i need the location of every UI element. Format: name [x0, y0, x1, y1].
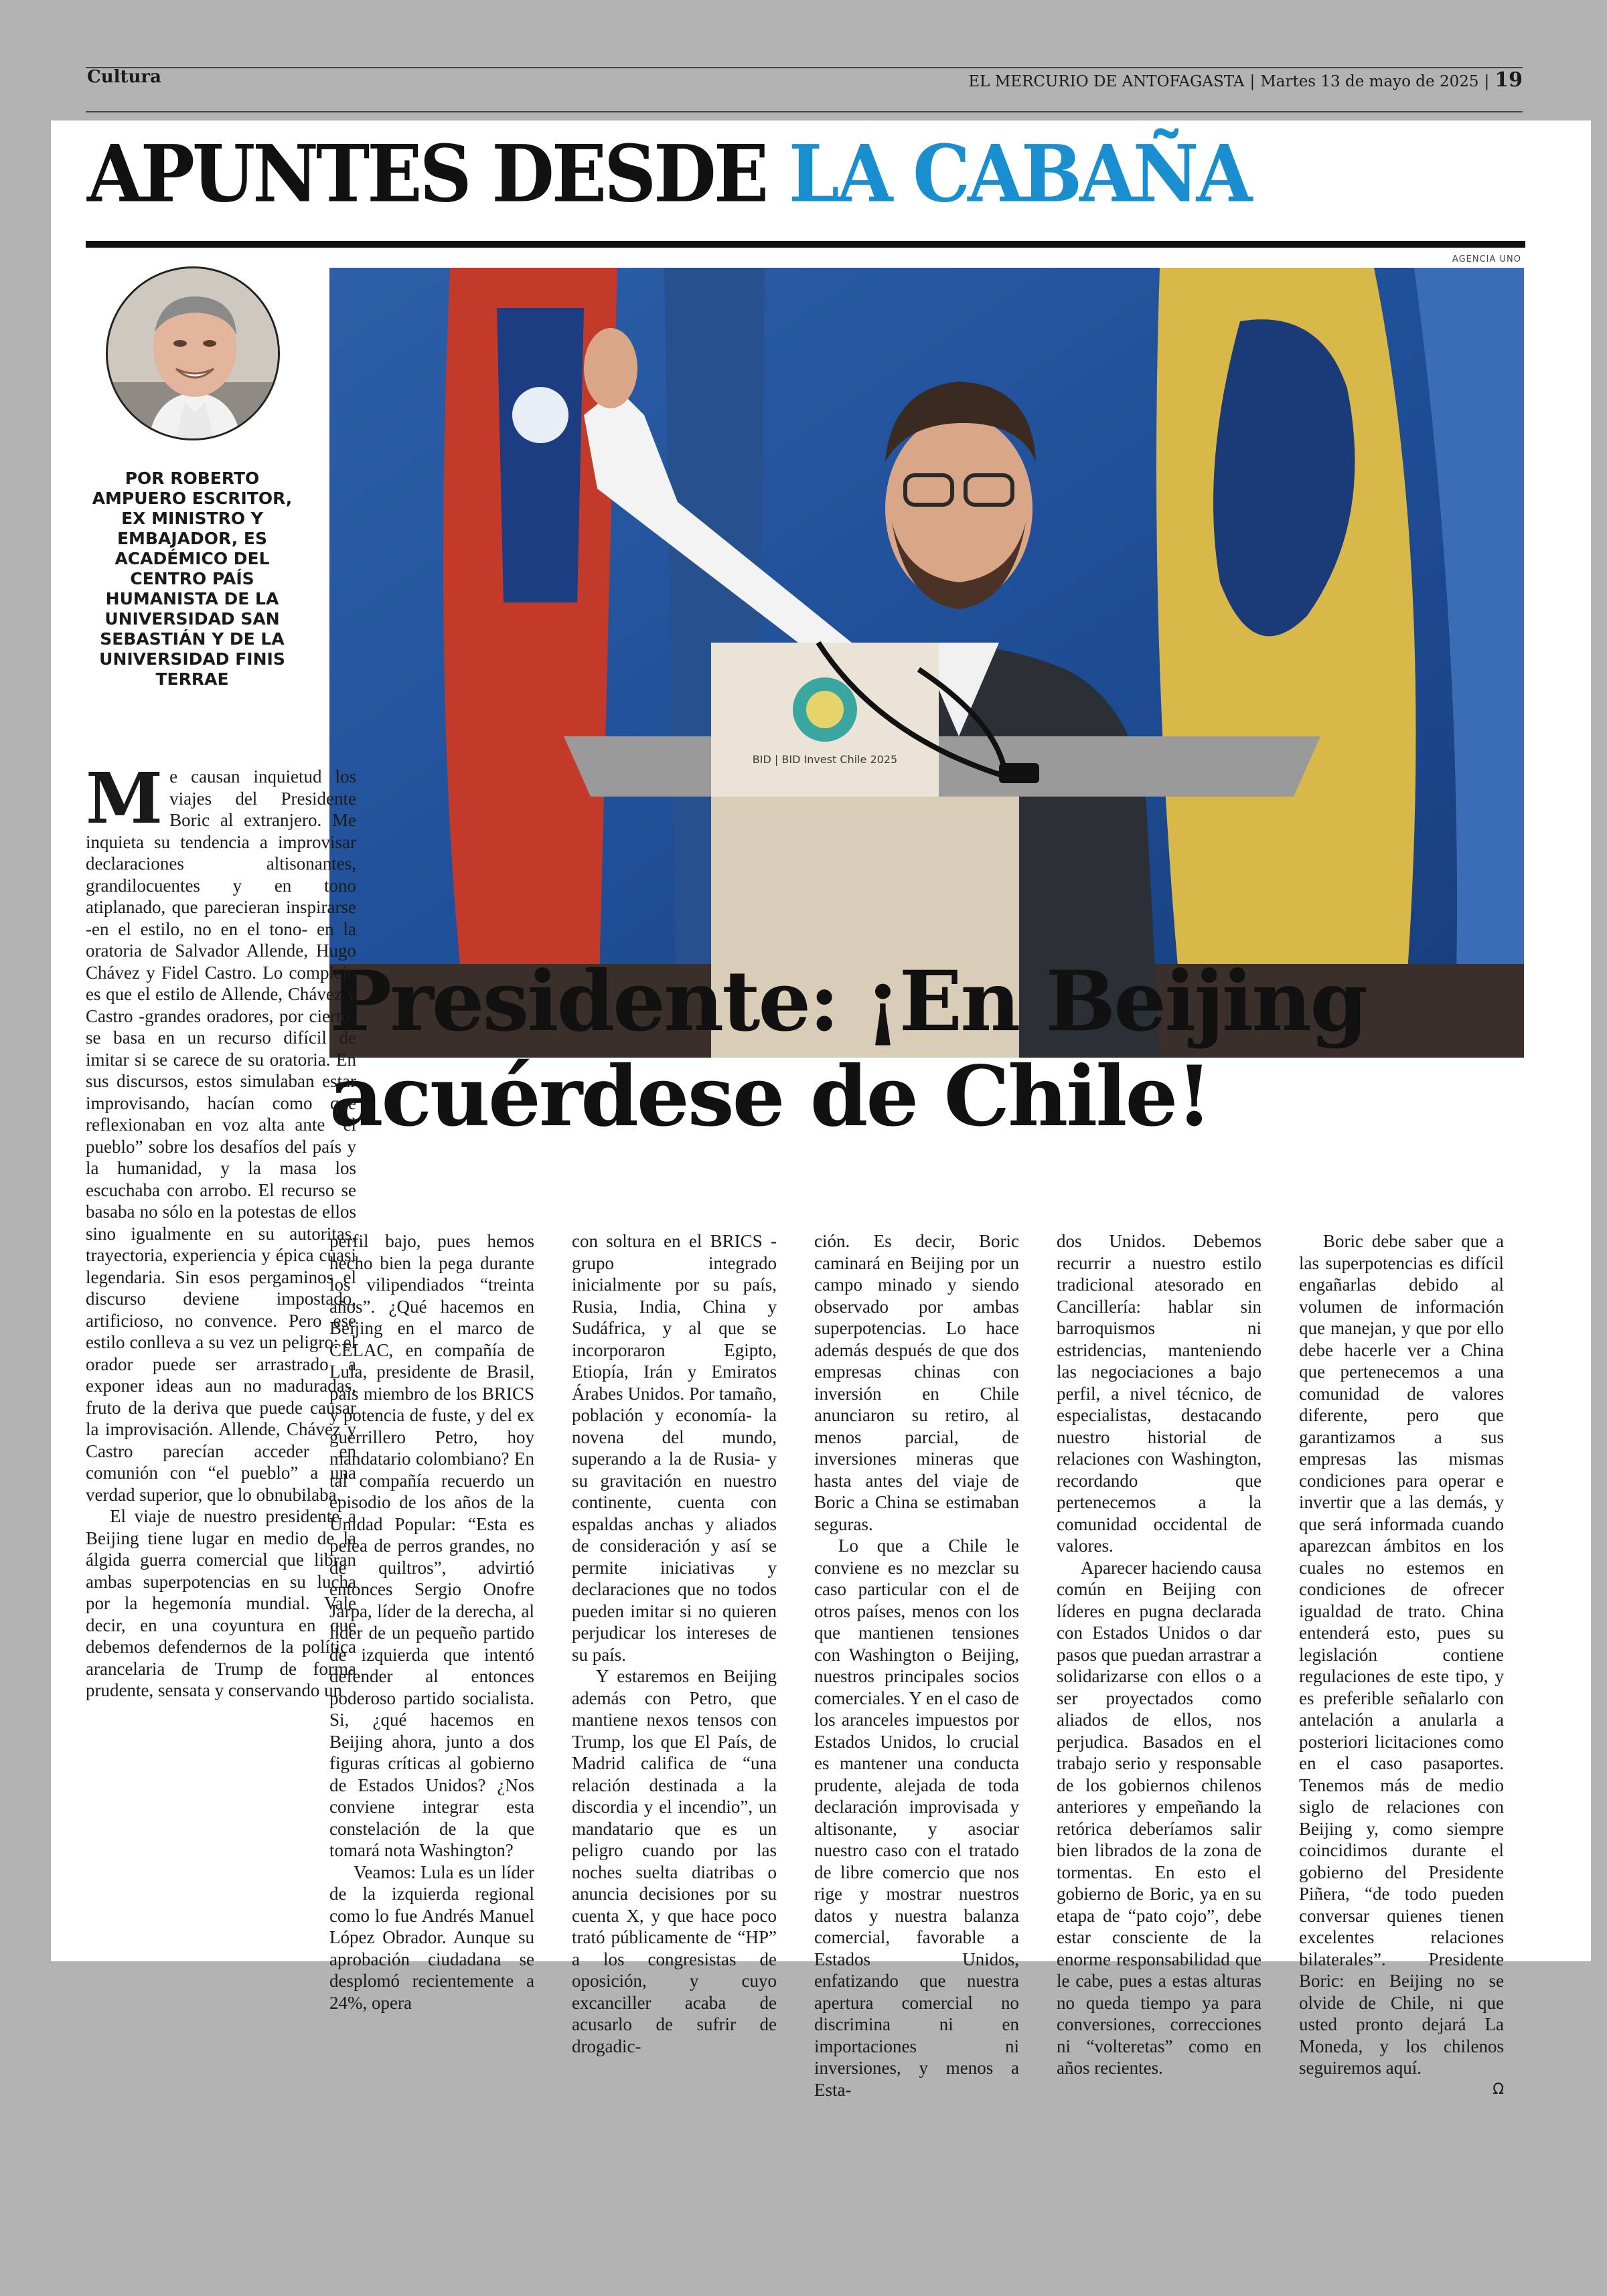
article-paragraph: El viaje de nuestro presidente a Beijing tiene lugar en medio de la álgida guerra comercial que libran ambas superpotencias en su lucha por la hegemonía mundial. Vale decir, en una coyuntura en que debemos defendernos de la política arancelaria de Trump de forma prudente, sensata y conservando un — [86, 1506, 356, 1700]
newspaper-page — [51, 120, 1591, 2100]
author-portrait-illustration — [108, 268, 280, 440]
article-paragraph: Veamos: Lula es un líder de la izquierda regional como lo fue Andrés Manuel López Obrador. Aunque su aprobación ciudadana se desplomó recientemente a 24%, opera — [329, 1862, 534, 2013]
kicker-rule — [86, 241, 1525, 248]
article-paragraph: perfil bajo, pues hemos hecho bien la pega durante los vilipendiados “treinta años”. ¿Qué hacemos en Beijing en el marco de CELAC, en compañía de Lula, presidente de Brasil, país miembro de los BRICS y potencia de fuste, y del ex guerrillero Petro, hoy mandatario colombiano? En tal compañía recuerdo un episodio de los años de la Unidad Popular: “Esta es pelea de perros grandes, no de quiltros”, advirtió entonces Sergio Onofre Jarpa, líder de la derecha, al líder de un pequeño partido de izquierda que intentó defender al entonces poderoso partido socialista. Si, ¿qué hacemos en Beijing ahora, junto a dos figuras críticas al gobierno de Estados Unidos? ¿Nos conviene integrar esta constelación de la que tomará nota Washington? — [329, 1231, 534, 1860]
headline-line-2: acuérdese de Chile! — [329, 1048, 1211, 1145]
column-kicker — [87, 129, 1250, 220]
kicker-part-1: APUNTES DESDE — [87, 129, 767, 220]
separator: | — [1484, 73, 1490, 90]
article-paragraph: Me causan inquietud los viajes del Presidente Boric al extranjero. Me inquieta su tendencia a improvisar declaraciones altisonantes, grandilocuentes y en tono atiplanado, que parecieran inspirarse -en el estilo, no en el tono- en la oratoria de Salvador Allende, Hugo Chávez y Fidel Castro. Lo complejo es que el estilo de Allende, Chávez y Castro -grandes oradores, por cierto- se basa en un recurso difícil de imitar si se carece de su oratoria. En sus discursos, estos simulaban estar improvisando, hacían como que reflexionaban en voz alta ante “el pueblo” sobre los desafíos del país y la humanidad, y la masa los escuchaba con arrobo. El recurso se basaba no sólo en la potestas de ellos sino igualmente en su autoritas, trayectoria, experiencia y épica cuasi legendaria. Sin esos pergaminos el discurso deviene impostado, artificioso, no convence. Pero ese estilo conlleva a su vez un peligro: el orador puede ser arrastrado a exponer ideas aun no maduradas, fruto de la deriva que puede causar la improvisación. Allende, Chávez y Castro parecían acceder en comunión con “el pueblo” a una verdad superior, que lo obnubilaba. — [86, 757, 356, 1505]
kicker-part-2: LA CABAÑA — [788, 129, 1250, 220]
article-paragraph: Boric debe saber que a las superpotencias es difícil engañarlas debido al volumen de información que manejan, y que por ello debe hacerle ver a China que pertenecemos a una comunidad de valores diferente, pero que garantizamos a sus empresas las mismas condiciones para operar e invertir que a las demás, y que será informada cuando aparezcan ámbitos en los cuales no estemos en condiciones de ofrecer igualdad de trato. China entenderá esto, pues su legislación contiene regulaciones de este tipo, y es preferible señalarlo con antelación a anularla a posteriori licitaciones como en el caso pasaportes. Tenemos más de medio siglo de relaciones con Beijing y, como siempre coincidimos durante el gobierno del Presidente Piñera, “de todo pueden conversar quienes tienen excelentes relaciones bilaterales”. Presidente Boric: en Beijing no se olvide de Chile, ni que usted pronto dejará La Moneda, y los chilenos seguiremos aquí. — [1299, 1231, 1504, 2078]
article-column-5 — [1057, 1230, 1261, 2079]
podium-label: BID | BID Invest Chile 2025 — [752, 753, 898, 766]
article-column-4 — [814, 1230, 1019, 2101]
masthead — [968, 68, 1523, 92]
article-column-2 — [329, 1230, 534, 2014]
page-number: 19 — [1495, 68, 1523, 92]
headline — [329, 955, 1535, 1145]
article-column-6 — [1299, 1230, 1504, 2101]
separator: | — [1249, 73, 1255, 90]
author-bio: POR ROBERTO AMPUERO ESCRITOR, EX MINISTRO Y EMBAJADOR, ES ACADÉMICO DEL CENTRO PAÍS HUMANISTA DE LA UNIVERSIDAD SAN SEBASTIÁN Y DE LA UNIVERSIDAD FINIS TERRAE — [92, 469, 293, 689]
section-name: Cultura — [87, 67, 161, 87]
main-photo — [329, 268, 1524, 1058]
publication-name: EL MERCURIO DE ANTOFAGASTA — [968, 73, 1245, 90]
article-paragraph: Y estaremos en Beijing además con Petro, que mantiene nexos tensos con Trump, los que El País, de Madrid califica de “una relación destinada a la discordia y el incendio”, un mandatario que es un peligro cuando por las noches suelta diatribas o anuncia decisiones por su cuenta X, y que hace poco trató públicamente de “HP” a los congresistas de oposición, y cuyo excanciller acaba de acusarlo de sufrir de drogadic- — [572, 1666, 777, 2056]
president-at-podium-photo — [329, 268, 1524, 1058]
publication-date: Martes 13 de mayo de 2025 — [1260, 73, 1479, 90]
drop-cap: M — [86, 757, 163, 839]
end-of-article-mark: Ω — [1493, 2080, 1504, 2098]
article-paragraph: Aparecer haciendo causa común en Beijing con líderes en pugna declarada con Estados Unidos o dar pasos que puedan arrastrar a solidarizarse con ellos o a ser proyectados como aliados de ellos, nos perjudica. Basados en el trabajo serio y responsable de los gobiernos chilenos anteriores y empeñando la retórica deberíamos salir bien librados de la zona de tormentas. En esto el gobierno de Boric, ya en su etapa de “pato cojo”, debe estar consciente de la enorme responsabilidad que le cabe, pues a estas alturas no queda tiempo ya para conversiones, correcciones ni “volteretas” como en años recientes. — [1057, 1557, 1261, 2078]
article-column-3 — [572, 1230, 777, 2057]
article-column-1 — [86, 757, 356, 1702]
author-avatar — [106, 266, 280, 440]
photo-credit: AGENCIA UNO — [1452, 254, 1521, 264]
header-rule-bottom — [86, 111, 1523, 112]
page-header — [86, 64, 1523, 114]
article-paragraph: Lo que a Chile le conviene es no mezclar su caso particular con el de otros países, menos con los que mantienen tensiones con Washington o Beijing, nuestros principales socios comerciales. Y en el caso de los aranceles impuestos por Estados Unidos, lo crucial es mantener una conducta prudente, alejada de toda declaración improvisada y altisonante, y asociar nuestro caso con el tratado de libre comercio que nos rige y mostrar nuestros datos y nuestra balanza comercial, favorable a Estados Unidos, enfatizando que nuestra apertura comercial no discrimina ni en importaciones ni inversiones, y menos a Esta- — [814, 1536, 1019, 2100]
headline-line-1: Presidente: ¡En Beijing — [329, 953, 1367, 1050]
article-paragraph: con soltura en el BRICS -grupo integrado inicialmente por su país, Rusia, India, China y Sudáfrica, y al que se incorporaron Egipto, Etiopía, Irán y Emiratos Árabes Unidos. Por tamaño, población y economía- la novena del mundo, superando a la de Rusia- y su gravitación en nuestro continente, cuenta con espaldas anchas y aliados de consideración y así se permite iniciativas y declaraciones que no todos pueden imitar si no quieren perjudicar los intereses de su país. — [572, 1231, 777, 1665]
article-paragraph: dos Unidos. Debemos recurrir a nuestro estilo tradicional atesorado en Cancillería: hablar sin barroquismos ni estridencias, manteniendo las negociaciones a bajo perfil, a nivel técnico, de especialistas, destacando nuestro historial de relaciones con Washington, recordando que pertenecemos a la comunidad occidental de valores. — [1057, 1231, 1261, 1556]
article-paragraph: ción. Es decir, Boric caminará en Beijing por un campo minado y siendo observado por ambas superpotencias. Lo hace además después de que dos empresas chinas con inversión en Chile anunciaron su retiro, al menos parcial, de inversiones mineras que hasta antes del viaje de Boric a China se estimaban seguras. — [814, 1231, 1019, 1534]
